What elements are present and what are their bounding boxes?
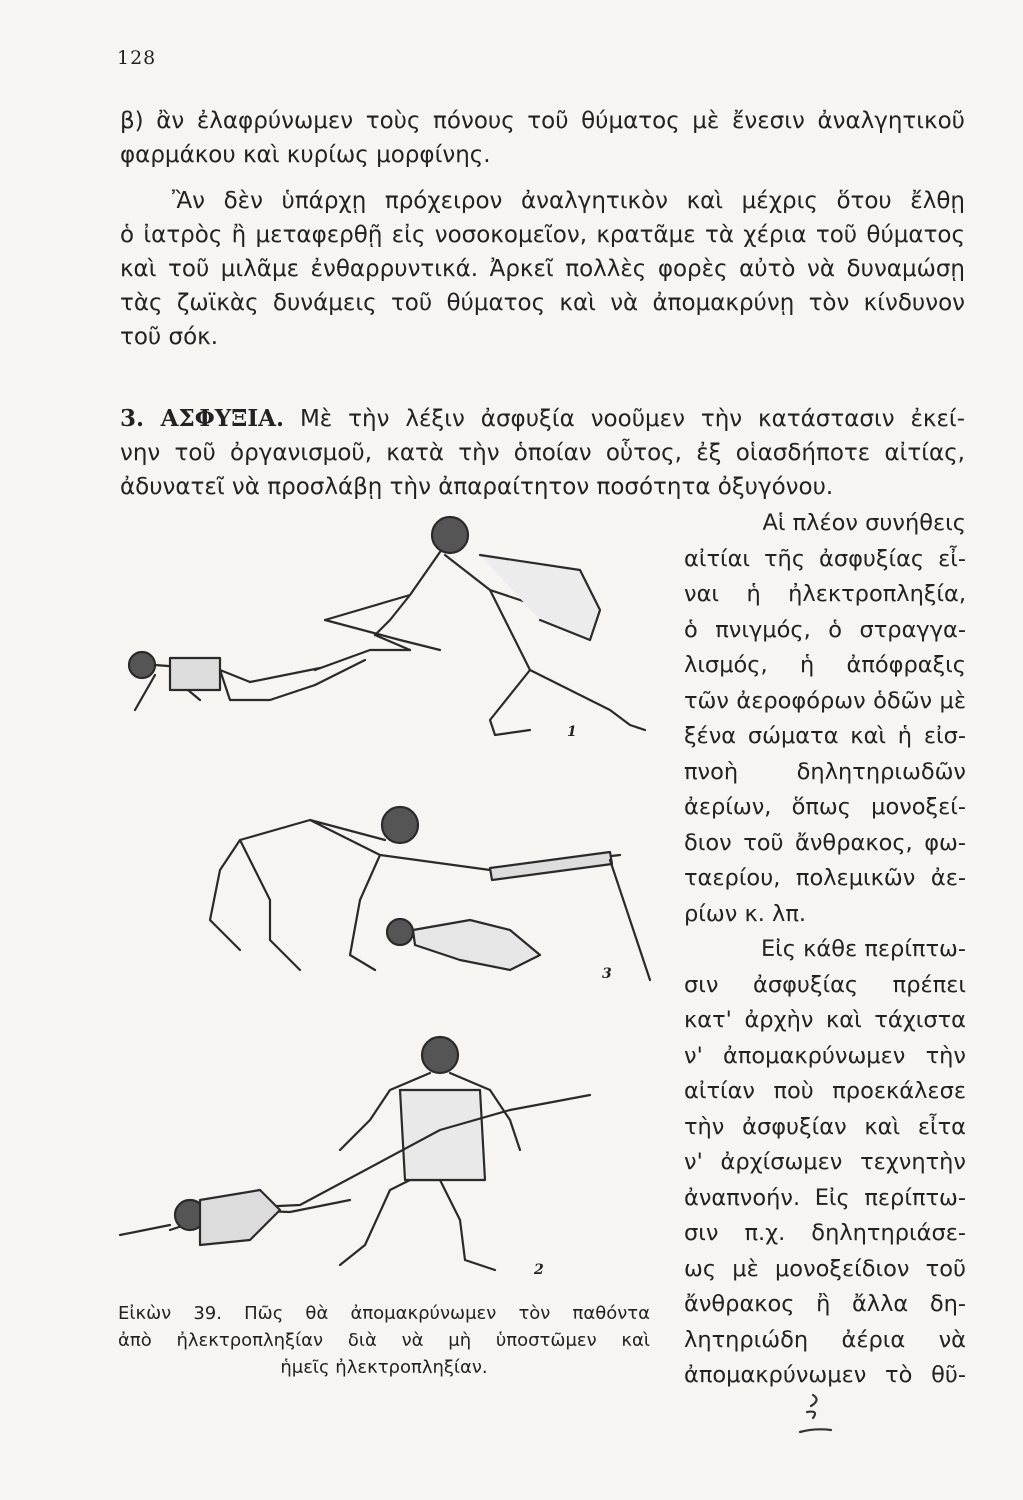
text-line: ως μὲ μονοξείδιον τοῦ bbox=[684, 1255, 966, 1282]
text-line: τῶν ἀεροφόρων ὁδῶν μὲ bbox=[684, 687, 966, 714]
scene-lift-wire bbox=[120, 1037, 590, 1270]
signature-mark bbox=[795, 1390, 835, 1440]
text-line: ὁ πνιγμός, ὁ στραγγα- bbox=[684, 616, 966, 643]
text-line: διον τοῦ ἄνθρακος, φω- bbox=[684, 829, 966, 856]
text-line: ἄνθρακος ἢ ἄλλα δη- bbox=[684, 1291, 966, 1317]
text-line: σιν π.χ. δηλητηριάσε- bbox=[684, 1220, 966, 1246]
text-line: ν' ἀρχίσωμεν τεχνητὴν bbox=[684, 1149, 966, 1175]
text-line: λισμός, ἡ ἀπόφραξις bbox=[684, 652, 966, 678]
text-line: ἀναπνοήν. Εἰς περίπτω- bbox=[684, 1184, 966, 1211]
paragraph-analgesic bbox=[120, 104, 965, 172]
caption-line: ἡμεῖς ἠλεκτροπληξίαν. bbox=[280, 1357, 488, 1378]
caption-line: ἀπὸ ἠλεκτροπληξίαν διὰ νὰ μὴ ὑποστῶμεν καὶ bbox=[118, 1330, 650, 1351]
text-fragment: Μὲ τὴν λέξιν ἀσφυξία νοοῦμεν τὴν κατάστασιν ἐκεί- bbox=[299, 406, 966, 432]
section-asphyxia bbox=[120, 402, 965, 504]
text-line: αἰτίαν ποὺ προεκάλεσε bbox=[684, 1078, 966, 1104]
text-line: τὰς ζωϊκὰς δυνάμεις τοῦ θύματος καὶ νὰ ἀπομακρύνῃ τὸν κίνδυνον bbox=[120, 290, 965, 316]
scene-pull-with-cloth bbox=[129, 517, 645, 735]
text-line: πνοὴ δηλητηριωδῶν bbox=[684, 758, 966, 785]
figure-caption bbox=[118, 1300, 650, 1381]
text-line: νην τοῦ ὀργανισμοῦ, κατὰ τὴν ὁποίαν οὗτος, ἐξ οἱασδήποτε αἰτίας, bbox=[120, 440, 965, 466]
figure-illustration bbox=[110, 500, 670, 1300]
text-line: ρίων κ. λπ. bbox=[684, 900, 807, 927]
text-line: λητηριώδη ἀέρια νὰ bbox=[684, 1326, 966, 1353]
text-line: ὁ ἰατρὸς ἢ μεταφερθῇ εἰς νοσοκομεῖον, κρατᾶμε τὰ χέρια τοῦ θύματος bbox=[120, 222, 965, 248]
text-line: ταερίου, πολεμικῶν ἀε- bbox=[684, 865, 966, 891]
text-line: σιν ἀσφυξίας πρέπει bbox=[684, 971, 966, 998]
text-line: Αἱ πλέον συνήθεις bbox=[762, 510, 966, 536]
text-line: Εἰς κάθε περίπτω- bbox=[760, 936, 966, 962]
text-line: ναι ἡ ἠλεκτροπληξία, bbox=[684, 581, 966, 607]
text-line: αἰτίαι τῆς ἀσφυξίας εἶ- bbox=[684, 545, 966, 572]
paragraph-reassurance bbox=[120, 184, 965, 354]
text-line: τὴν ἀσφυξίαν καὶ εἶτα bbox=[684, 1113, 966, 1140]
text-line: τοῦ σόκ. bbox=[120, 324, 219, 350]
caption-line: Εἰκὼν 39. Πῶς θὰ ἀπομακρύνωμεν τὸν παθόντα bbox=[118, 1303, 650, 1324]
text-line: ν' ἀπομακρύνωμεν τὴν bbox=[684, 1042, 966, 1069]
text-line bbox=[120, 402, 965, 436]
text-line: ἀδυνατεῖ νὰ προσλάβῃ τὴν ἀπαραίτητον ποσότητα ὀξυγόνου. bbox=[120, 474, 834, 500]
figure-label: 2 bbox=[534, 1262, 544, 1278]
text-line: Ἂν δὲν ὑπάρχῃ πρόχειρον ἀναλγητικὸν καὶ μέχρις ὅτου ἔλθῃ bbox=[172, 188, 965, 214]
text-line: καὶ τοῦ μιλᾶμε ἐνθαρρυντικά. Ἀρκεῖ πολλὲς φορὲς αὐτὸ νὰ δυναμώσῃ bbox=[120, 256, 965, 282]
page-number: 128 bbox=[117, 47, 157, 69]
text-line: φαρμάκου καὶ κυρίως μορφίνης. bbox=[120, 142, 491, 168]
text-line: κατ' ἀρχὴν καὶ τάχιστα bbox=[684, 1007, 966, 1033]
figure-label: 3 bbox=[602, 966, 612, 982]
section-heading: 3. ΑΣΦΥΞΙΑ. bbox=[120, 405, 284, 432]
figure-label: 1 bbox=[567, 724, 577, 740]
text-line: ξένα σώματα καὶ ἡ εἰσ- bbox=[684, 723, 966, 749]
text-line: ἀπομακρύνωμεν τὸ θῦ- bbox=[684, 1362, 966, 1388]
side-column-text bbox=[684, 506, 966, 1394]
scene-crawl-with-stick bbox=[210, 807, 650, 980]
text-line: ἀερίων, ὅπως μονοξεί- bbox=[684, 794, 966, 820]
text-line: β) ἂν ἐλαφρύνωμεν τοὺς πόνους τοῦ θύματος μὲ ἔνεσιν ἀναλγητικοῦ bbox=[120, 108, 965, 134]
